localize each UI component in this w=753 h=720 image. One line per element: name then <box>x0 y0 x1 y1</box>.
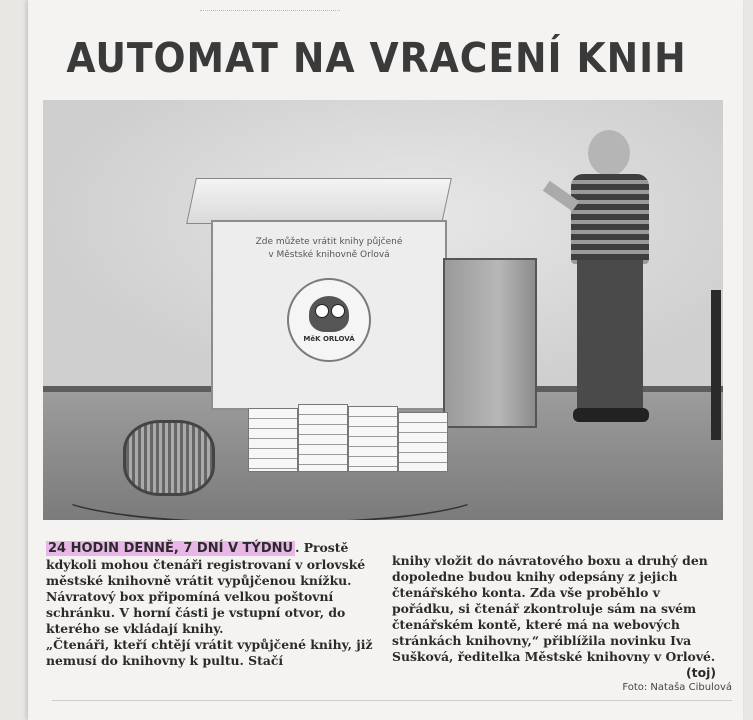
article-text-right: knihy vložit do návratového boxu a druhý den dopoledne budou knihy odepsány z jejich čtenářského konta. Zda vše proběhlo v pořádku, si čtenář zkontroluje sám na svém čtenářském kontě, které má na webových stránkách knihovny,“ přiblížila novinku Iva Sušková, ředitelka Městské knihovny v Orlové. <box>392 553 716 664</box>
photo-pole <box>711 290 721 440</box>
article-right-column <box>392 553 722 681</box>
article-left-column <box>46 540 382 669</box>
person-in-overalls <box>543 130 673 440</box>
return-box-door <box>443 258 537 428</box>
article-lead: 24 HODIN DENNĚ, 7 DNÍ V TÝDNU <box>48 541 294 556</box>
return-box <box>211 220 447 410</box>
return-box-lid <box>186 178 452 224</box>
cable <box>53 460 487 520</box>
library-logo: MěK ORLOVÁ <box>287 278 371 362</box>
article-photo <box>43 100 723 520</box>
author-signature: (toj) <box>685 665 716 680</box>
article-text-left: . Prostě kdykoli mohou čtenáři registrovaní v orlovské městské knihovně vrátit vypůjčenou knížku. Návratový box připomíná velkou poštovní schránku. V horní části je vstupní otvor, do kterého se vkládají knihy. <box>46 540 366 636</box>
photo-credit: Foto: Nataša Cibulová <box>622 682 732 693</box>
headline: AUTOMAT NA VRACENÍ KNIH <box>66 34 687 82</box>
return-box-label: Zde můžete vrátit knihy půjčené v Městské knihovně Orlová <box>255 237 403 260</box>
owl-icon <box>309 296 349 332</box>
bottom-divider <box>52 700 732 701</box>
torn-edge <box>200 0 340 11</box>
article-quote-start: „Čtenáři, kteří chtějí vrátit vypůjčené knihy, již nemusí do knihovny k pultu. Stačí <box>46 637 373 668</box>
